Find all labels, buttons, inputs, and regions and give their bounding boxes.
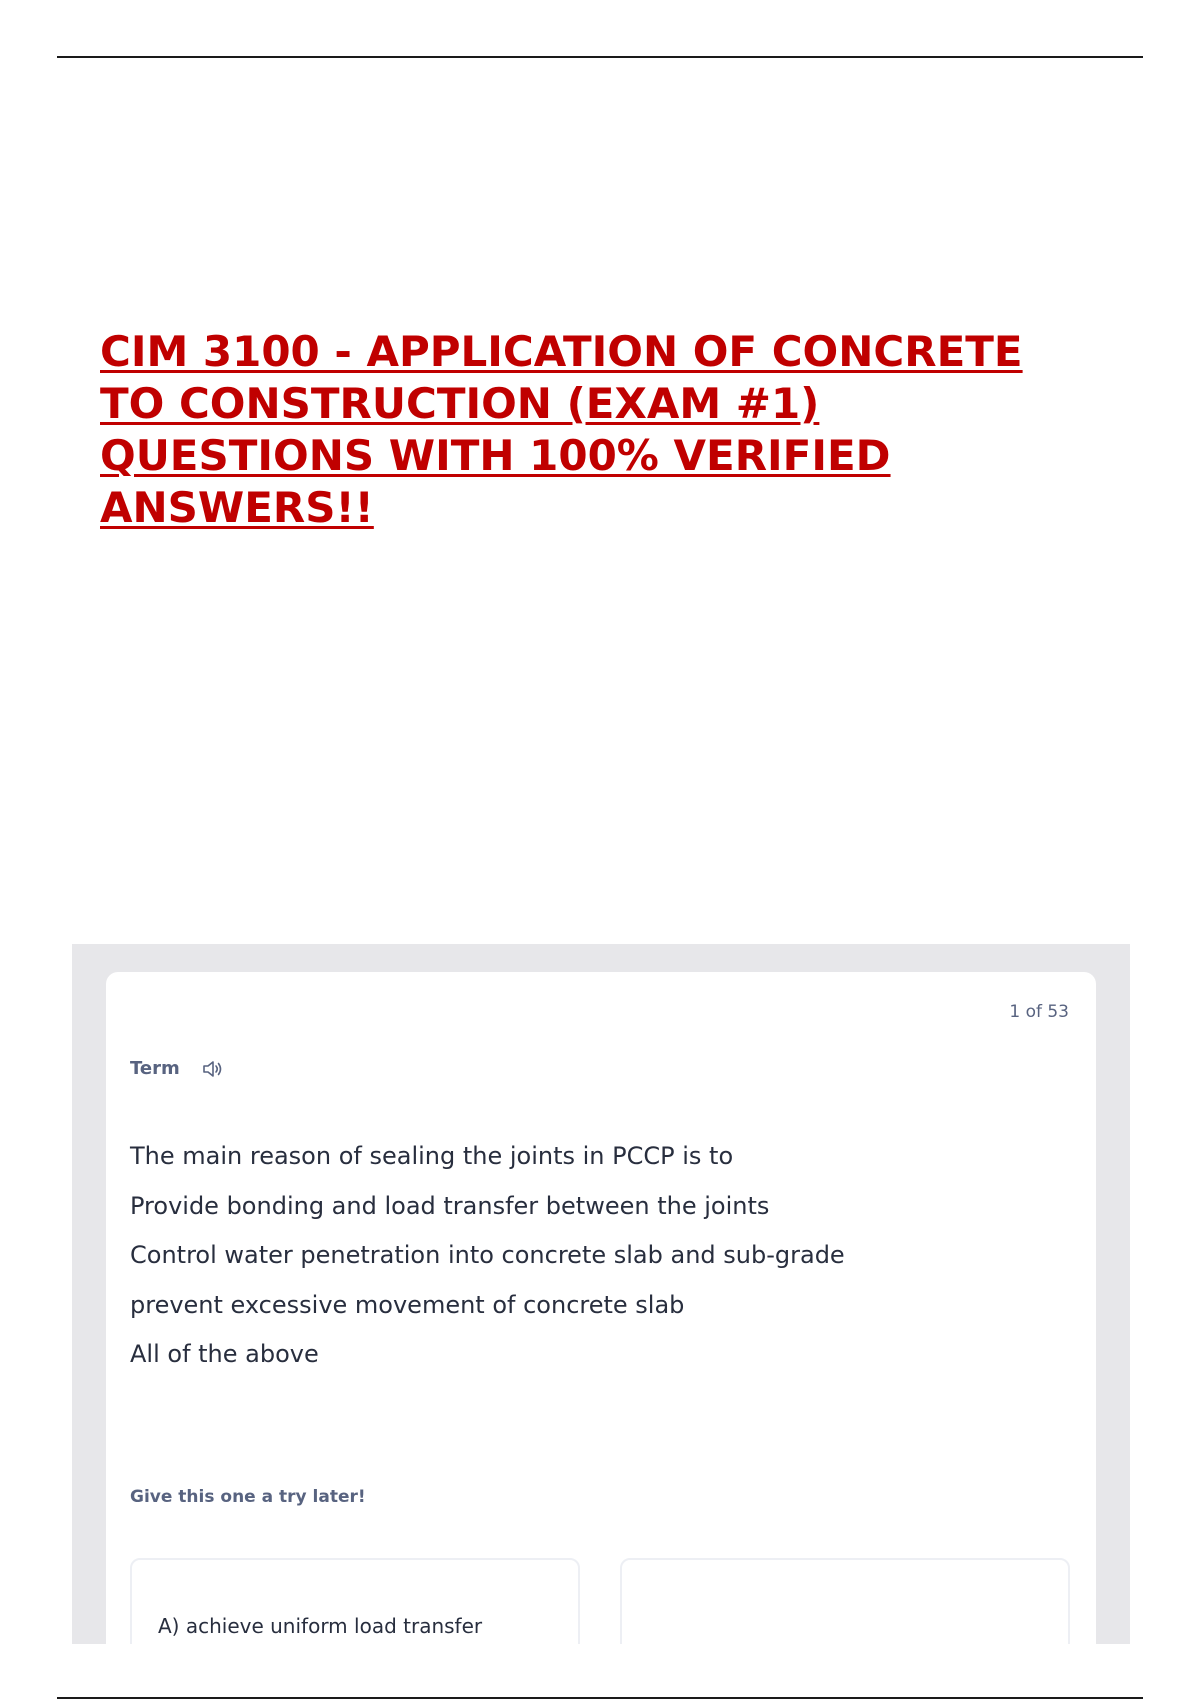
term-text [130,1132,1070,1380]
flashcard [106,972,1096,1644]
card-counter: 1 of 53 [1009,1002,1069,1022]
answer-option-b[interactable] [620,1558,1070,1644]
title-line-4: ANSWERS!! [100,483,374,532]
title-line-3: QUESTIONS WITH 100% VERIFIED [100,431,891,480]
term-line-4: prevent excessive movement of concrete slab [130,1290,685,1319]
try-later-hint[interactable]: Give this one a try later! [130,1487,366,1507]
term-line-2: Provide bonding and load transfer between the joints [130,1191,770,1220]
term-label: Term [130,1058,180,1079]
answer-option-a[interactable] [130,1558,580,1644]
term-line-5: All of the above [130,1340,319,1368]
term-header [130,1058,224,1079]
term-line-3: Control water penetration into concrete slab and sub-grade [130,1241,845,1269]
top-rule [57,56,1143,58]
document-title [100,326,1100,534]
flashcard-screenshot [72,944,1130,1644]
title-line-1: CIM 3100 - APPLICATION OF CONCRETE [100,327,1023,376]
answer-option-a-text: A) achieve uniform load transfer [158,1614,483,1638]
title-line-2: TO CONSTRUCTION (EXAM #1) [100,379,820,428]
term-line-1: The main reason of sealing the joints in PCCP is to [130,1142,734,1170]
bottom-rule [57,1697,1143,1699]
speaker-icon[interactable] [202,1060,224,1078]
